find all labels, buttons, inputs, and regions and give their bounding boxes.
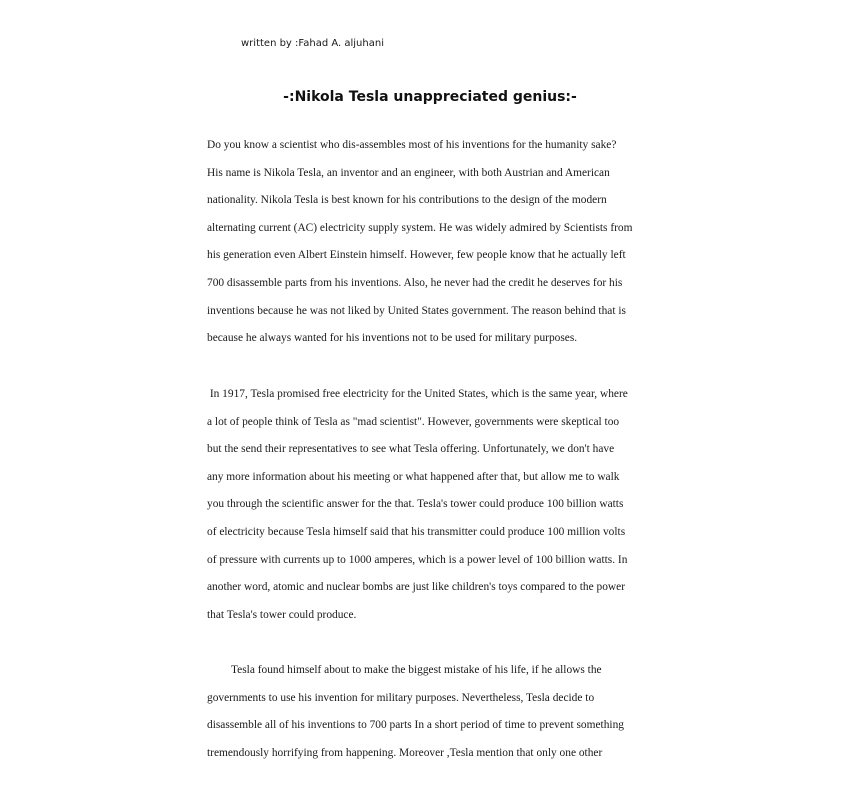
text-line: any more information about his meeting or what happened after that, but allow me to walk [207,470,620,483]
text-line: a lot of people think of Tesla as "mad scientist". However, governments were skeptical too [207,415,620,428]
paragraph-2 [207,386,667,634]
text-line: of electricity because Tesla himself said that his transmitter could produce 100 million volts [207,525,626,538]
text-line: his generation even Albert Einstein himself. However, few people know that he actually left [207,249,626,262]
paragraph-1 [207,137,667,358]
text-line: His name is Nikola Tesla, an inventor and an engineer, with both Austrian and American [207,166,610,179]
text-line: In 1917, Tesla promised free electricity for the United States, which is the same year, where [207,388,628,400]
text-line: of pressure with currents up to 1000 amperes, which is a power level of 100 billion watts. In [207,553,628,566]
text-line-indented [207,662,667,690]
text-line: disassemble all of his inventions to 700 parts In a short period of time to prevent something [207,719,624,732]
text-line: because he always wanted for his inventions not to be used for military purposes. [207,332,578,345]
text-line-content: Tesla found himself about to make the biggest mistake of his life, if he allows the [231,664,602,676]
text-line: alternating current (AC) electricity supply system. He was widely admired by Scientists from [207,221,633,234]
author-line: written by :Fahad A. aljuhani [241,38,384,49]
text-line: governments to use his invention for military purposes. Nevertheless, Tesla decide to [207,691,595,704]
text-line: nationality. Nikola Tesla is best known for his contributions to the design of the modern [207,194,607,207]
text-line: that Tesla's tower could produce. [207,608,357,621]
text-line: another word, atomic and nuclear bombs are just like children's toys compared to the power [207,581,625,594]
text-line: tremendously horrifying from happening. Moreover ,Tesla mention that only one other [207,746,603,759]
text-line: you through the scientific answer for the that. Tesla's tower could produce 100 billion watts [207,498,624,511]
text-line: 700 disassemble parts from his inventions. Also, he never had the credit he deserves for his [207,276,623,289]
text-line: Do you know a scientist who dis-assembles most of his inventions for the humanity sake? [207,139,617,151]
text-line: but the send their representatives to see what Tesla offering. Unfortunately, we don't have [207,443,615,456]
text-line: inventions because he was not liked by United States government. The reason behind that is [207,304,626,317]
document-title: -:Nikola Tesla unappreciated genius:- [283,89,577,105]
paragraph-3 [207,662,667,772]
